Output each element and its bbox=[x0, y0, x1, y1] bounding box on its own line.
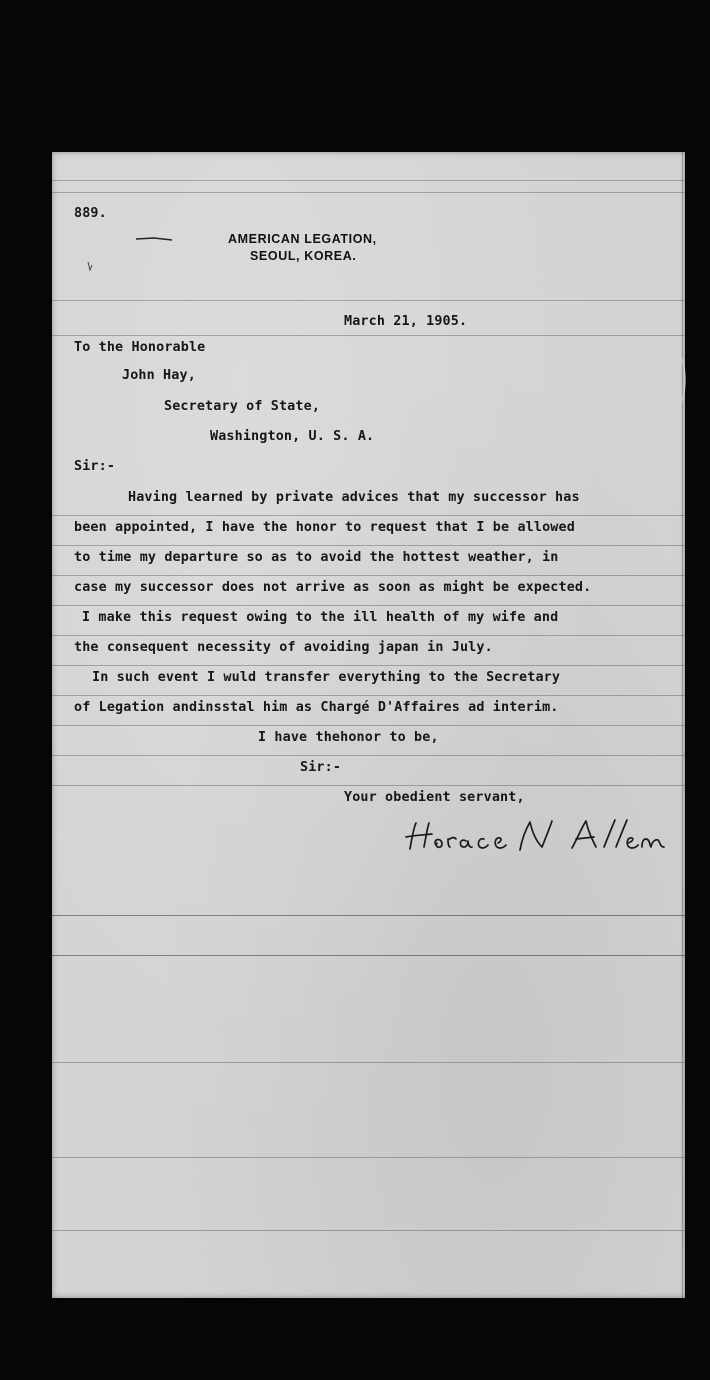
edge-line bbox=[682, 152, 683, 1298]
letterhead-line-1: AMERICAN LEGATION, bbox=[228, 232, 377, 246]
ruled-line bbox=[52, 755, 685, 756]
closing-sir: Sir:- bbox=[300, 760, 342, 775]
closing-line: I have thehonor to be, bbox=[258, 730, 439, 745]
ruled-line bbox=[52, 515, 685, 516]
addressee-honorific: To the Honorable bbox=[74, 340, 206, 355]
letter-page bbox=[52, 152, 685, 1298]
letterhead-line-2: SEOUL, KOREA. bbox=[250, 249, 357, 263]
ruled-line bbox=[52, 695, 685, 696]
ruled-line bbox=[52, 665, 685, 666]
ruled-line bbox=[52, 955, 685, 956]
ruled-line bbox=[52, 1062, 685, 1063]
body-line: of Legation andinsstal him as Chargé D'Affaires ad interim. bbox=[74, 700, 559, 715]
ruled-line bbox=[52, 192, 685, 193]
ruled-line bbox=[52, 180, 685, 181]
ruled-line bbox=[52, 915, 685, 916]
ruled-line bbox=[52, 300, 685, 301]
stray-mark-icon bbox=[86, 260, 94, 272]
signature-image bbox=[402, 817, 672, 857]
body-line: to time my departure so as to avoid the hottest weather, in bbox=[74, 550, 559, 565]
ruled-line bbox=[52, 1230, 685, 1231]
letter-date: March 21, 1905. bbox=[344, 314, 468, 329]
body-line: Having learned by private advices that my successor has bbox=[128, 490, 580, 505]
body-line: been appointed, I have the honor to request that I be allowed bbox=[74, 520, 575, 535]
ruled-line bbox=[52, 335, 685, 336]
ruled-line bbox=[52, 785, 685, 786]
body-line: I make this request owing to the ill health of my wife and bbox=[82, 610, 559, 625]
body-line: the consequent necessity of avoiding japan in July. bbox=[74, 640, 493, 655]
ruled-line bbox=[52, 635, 685, 636]
ruled-line bbox=[52, 605, 685, 606]
ruled-line bbox=[52, 725, 685, 726]
addressee-title: Secretary of State, bbox=[164, 399, 321, 414]
pen-mark-icon bbox=[134, 234, 174, 242]
ruled-line bbox=[52, 545, 685, 546]
body-line: In such event I wuld transfer everything to the Secretary bbox=[92, 670, 561, 685]
greeting: Sir:- bbox=[74, 459, 116, 474]
closing-servant: Your obedient servant, bbox=[344, 790, 525, 805]
film-bracket-icon bbox=[676, 350, 690, 410]
body-line: case my successor does not arrive as soon as might be expected. bbox=[74, 580, 592, 595]
document-number: 889. bbox=[74, 206, 107, 221]
addressee-place: Washington, U. S. A. bbox=[210, 429, 375, 444]
ruled-line bbox=[52, 575, 685, 576]
addressee-name: John Hay, bbox=[122, 368, 196, 383]
ruled-line bbox=[52, 1157, 685, 1158]
